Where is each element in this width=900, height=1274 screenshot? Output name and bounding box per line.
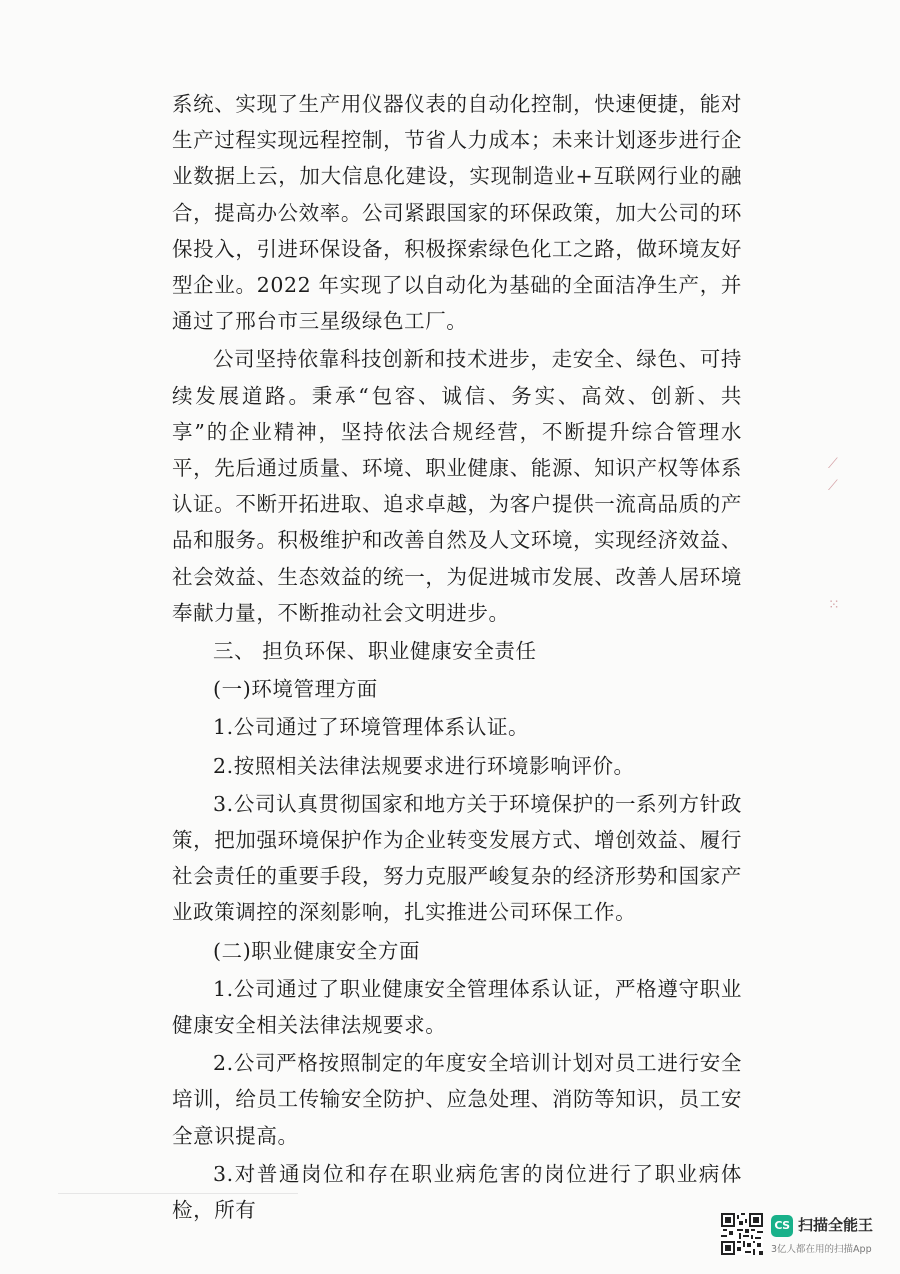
environment-item: 1.公司通过了环境管理体系认证。 xyxy=(213,715,530,740)
environment-item: 2.按照相关法律法规要求进行环境影响评价。 xyxy=(213,753,635,778)
watermark-tagline: 3亿人都在用的扫描App xyxy=(771,1244,872,1255)
subsection-title-health-safety: (二)职业健康安全方面 xyxy=(213,938,421,963)
section-title: 三、 担负环保、职业健康安全责任 xyxy=(213,639,537,664)
paragraph-intro-continued: 系统、实现了生产用仪器仪表的自动化控制，快速便捷，能对生产过程实现远程控制，节省人力成本；未来计划逐步进行企业数据上云，加大信息化建设，实现制造业+互联网行业的融合，提高办公效率。公司紧跟国家的环保政策，加大公司的环保投入，引进环保设备，积极探索绿色化工之路，做环境友好型企业。2022 年实现了以自动化为基础的全面洁净生产，并通过了邢台市三星级绿色工厂。 xyxy=(172,92,742,334)
margin-stamp-mark: ⟋ xyxy=(828,456,838,472)
document-body xyxy=(172,86,742,1230)
scan-edge-line xyxy=(58,1193,298,1194)
subsection-title-environment: (一)环境管理方面 xyxy=(213,677,378,702)
qr-code-icon xyxy=(721,1213,763,1255)
camscanner-logo-icon: CS xyxy=(771,1215,793,1237)
health-safety-item: 1.公司通过了职业健康安全管理体系认证，严格遵守职业健康安全相关法律法规要求。 xyxy=(172,976,742,1038)
paragraph-company-philosophy: 公司坚持依靠科技创新和技术进步，走安全、绿色、可持续发展道路。秉承“包容、诚信、务实、高效、创新、共享”的企业精神，坚持依法合规经营，不断提升综合管理水平，先后通过质量、环境、职业健康、能源、知识产权等体系认证。不断开拓进取、追求卓越，为客户提供一流高品质的产品和服务。积极维护和改善自然及人文环境，实现经济效益、社会效益、生态效益的统一，为促进城市发展、改善人居环境奉献力量，不断推动社会文明进步。 xyxy=(172,347,742,625)
margin-stamp-mark: ⁙ xyxy=(828,597,840,613)
watermark-brand: 扫描全能王 xyxy=(798,1216,874,1234)
health-safety-item: 2.公司严格按照制定的年度安全培训计划对员工进行安全培训，给员工传输安全防护、应急处理、消防等知识，员工安全意识提高。 xyxy=(172,1051,742,1148)
environment-item: 3.公司认真贯彻国家和地方关于环境保护的一系列方针政策，把加强环境保护作为企业转变发展方式、增创效益、履行社会责任的重要手段，努力克服严峻复杂的经济形势和国家产业政策调控的深刻影响，扎实推进公司环保工作。 xyxy=(172,791,742,925)
margin-stamp-mark: ⟋ xyxy=(828,478,838,494)
health-safety-item: 3.对普通岗位和存在职业病危害的岗位进行了职业病体检，所有 xyxy=(172,1161,742,1223)
scanner-watermark xyxy=(721,1213,881,1261)
